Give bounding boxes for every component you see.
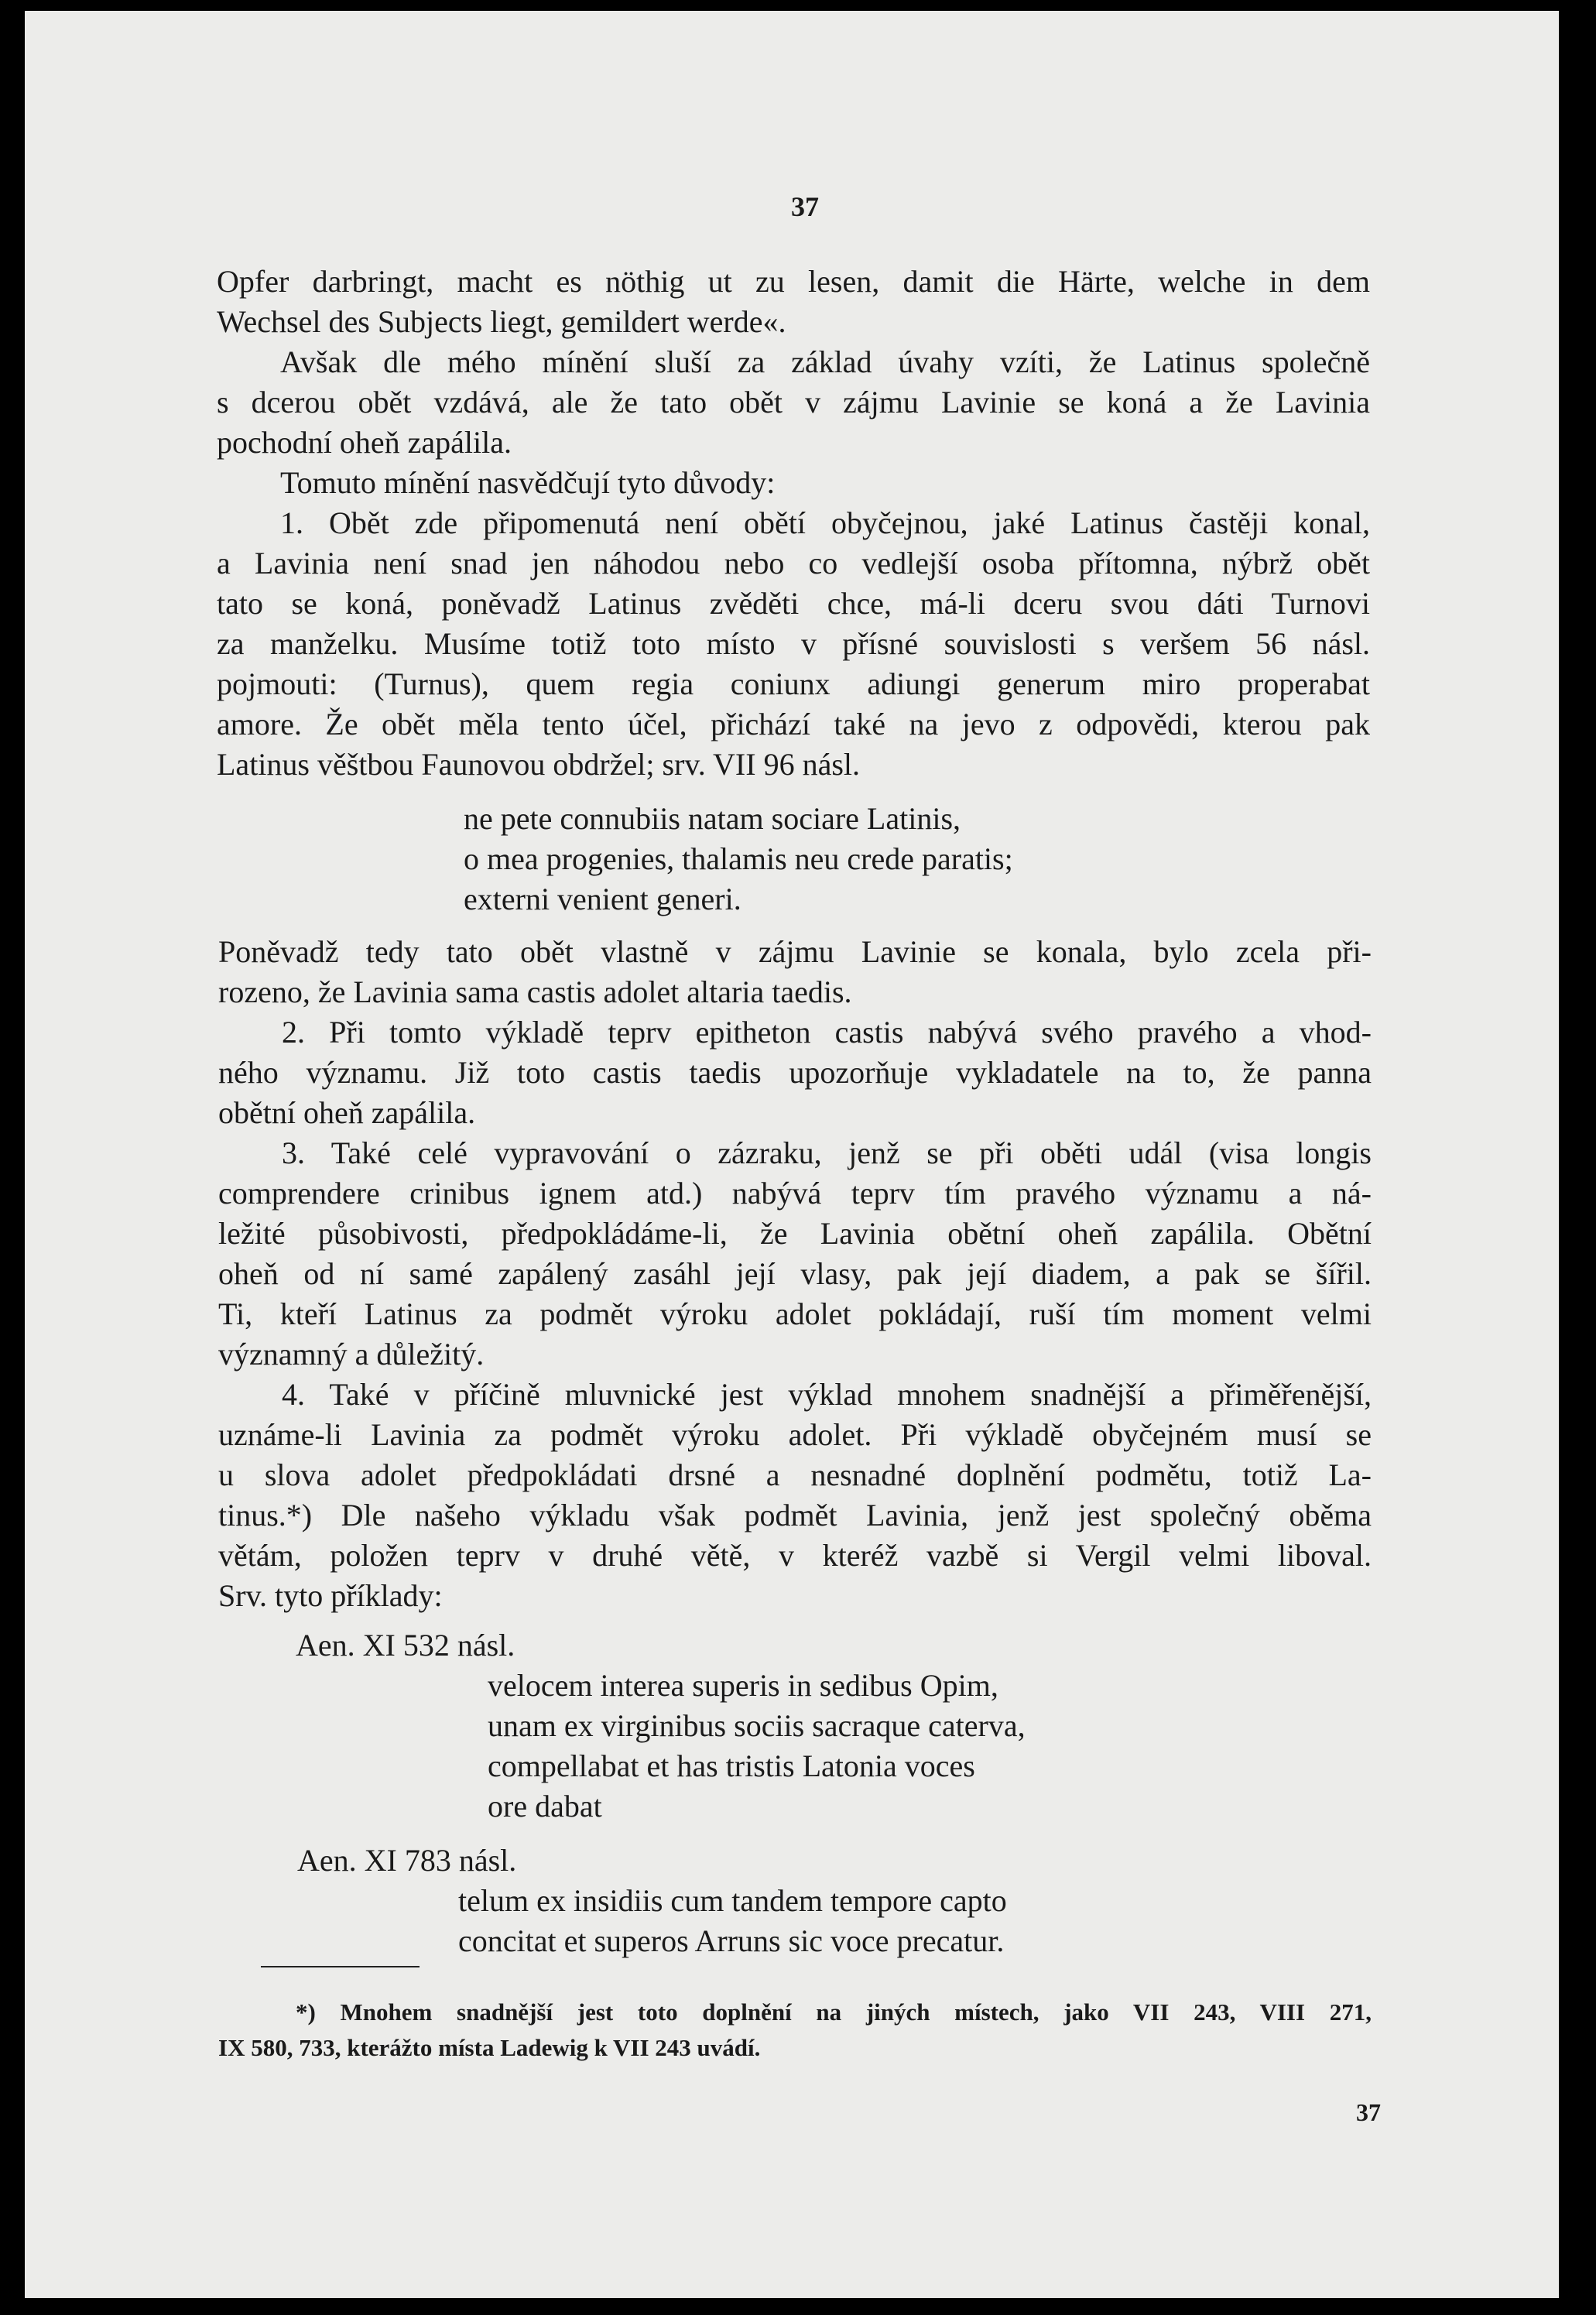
text-line: pojmouti: (Turnus), quem regia coniunx adiungi generum miro properabat <box>217 666 1370 701</box>
text-line: Avšak dle mého mínění sluší za základ úvahy vzíti, že Latinus společně <box>280 344 1370 379</box>
text-line: Tomuto mínění nasvědčují tyto důvody: <box>280 465 776 500</box>
page-number-top: 37 <box>791 191 819 222</box>
text-line: Opfer darbringt, macht es nöthig ut zu lesen, damit die Härte, welche in dem <box>217 264 1370 299</box>
document-page <box>25 11 1559 2298</box>
footnote-line: IX 580, 733, kterážto místa Ladewig k VII 243 uvádí. <box>218 2034 761 2061</box>
text-line: za manželku. Musíme totiž toto místo v přísné souvislosti s veršem 56 násl. <box>217 626 1370 661</box>
text-line: Poněvadž tedy tato obět vlastně v zájmu Lavinie se konala, bylo zcela při- <box>218 934 1372 969</box>
text-line: 4. Také v příčině mluvnické jest výklad mnohem snadnější a přiměřenější, <box>282 1377 1372 1412</box>
text-line: amore. Že obět měla tento účel, přichází také na jevo z odpovědi, kterou pak <box>217 707 1370 741</box>
text-line: 1. Obět zde připomenutá není obětí obyčejnou, jaké Latinus častěji konal, <box>280 505 1370 540</box>
text-line: Srv. tyto příklady: <box>218 1578 443 1613</box>
citation-line: Aen. XI 783 násl. <box>297 1843 517 1878</box>
text-line: obětní oheň zapálila. <box>218 1095 476 1130</box>
verse-line: concitat et superos Arruns sic voce precatur. <box>458 1923 1005 1958</box>
text-line: ležité působivosti, předpokládáme-li, že Lavinia obětní oheň zapálila. Obětní <box>218 1216 1372 1251</box>
text-line: Latinus věštbou Faunovou obdržel; srv. VII 96 násl. <box>217 747 860 782</box>
verse-line: velocem interea superis in sedibus Opim, <box>488 1668 998 1703</box>
text-line: pochodní oheň zapálila. <box>217 425 512 460</box>
text-line: comprendere crinibus ignem atd.) nabývá teprv tím pravého významu a ná- <box>218 1176 1372 1211</box>
text-line: a Lavinia není snad jen náhodou nebo co vedlejší osoba přítomna, nýbrž obět <box>217 546 1370 580</box>
footnote-divider <box>261 1966 420 1967</box>
text-line: Wechsel des Subjects liegt, gemildert werde«. <box>217 304 786 339</box>
text-line: s dcerou obět vzdává, ale že tato obět v zájmu Lavinie se koná a že Lavinia <box>217 385 1370 420</box>
verse-line: externi venient generi. <box>464 882 741 916</box>
verse-line: ne pete connubiis natam sociare Latinis, <box>464 801 961 836</box>
text-line: Ti, kteří Latinus za podmět výroku adolet pokládají, ruší tím moment velmi <box>218 1296 1372 1331</box>
text-line: oheň od ní samé zapálený zasáhl její vlasy, pak její diadem, a pak se šířil. <box>218 1256 1372 1291</box>
verse-line: unam ex virginibus sociis sacraque caterva, <box>488 1708 1026 1743</box>
text-line: u slova adolet předpokládati drsné a nesnadné doplnění podmětu, totiž La- <box>218 1457 1372 1492</box>
footnote-line: *) Mnohem snadnější jest toto doplnění na jiných místech, jako VII 243, VIII 271, <box>296 1998 1372 2026</box>
text-line: tato se koná, poněvadž Latinus zvěděti chce, má-li dceru svou dáti Turnovi <box>217 586 1370 621</box>
verse-line: ore dabat <box>488 1789 602 1824</box>
verse-line: o mea progenies, thalamis neu crede paratis; <box>464 841 1013 876</box>
verse-line: compellabat et has tristis Latonia voces <box>488 1748 975 1783</box>
text-line: větám, položen teprv v druhé větě, v kteréž vazbě si Vergil velmi liboval. <box>218 1538 1372 1573</box>
verse-line: telum ex insidiis cum tandem tempore capto <box>458 1883 1007 1918</box>
text-line: uznáme-li Lavinia za podmět výroku adolet. Při výkladě obyčejném musí se <box>218 1417 1372 1452</box>
text-line: ného významu. Již toto castis taedis upozorňuje vykladatele na to, že panna <box>218 1055 1372 1090</box>
text-line: 2. Při tomto výkladě teprv epitheton castis nabývá svého pravého a vhod- <box>282 1015 1372 1050</box>
text-line: rozeno, že Lavinia sama castis adolet altaria taedis. <box>218 974 852 1009</box>
text-line: tinus.*) Dle našeho výkladu však podmět Lavinia, jenž jest společný oběma <box>218 1498 1372 1532</box>
page-number-bottom: 37 <box>1356 2098 1381 2126</box>
citation-line: Aen. XI 532 násl. <box>296 1628 515 1663</box>
text-line: 3. Také celé vypravování o zázraku, jenž se při oběti udál (visa longis <box>282 1135 1372 1170</box>
text-line: významný a důležitý. <box>218 1337 485 1372</box>
